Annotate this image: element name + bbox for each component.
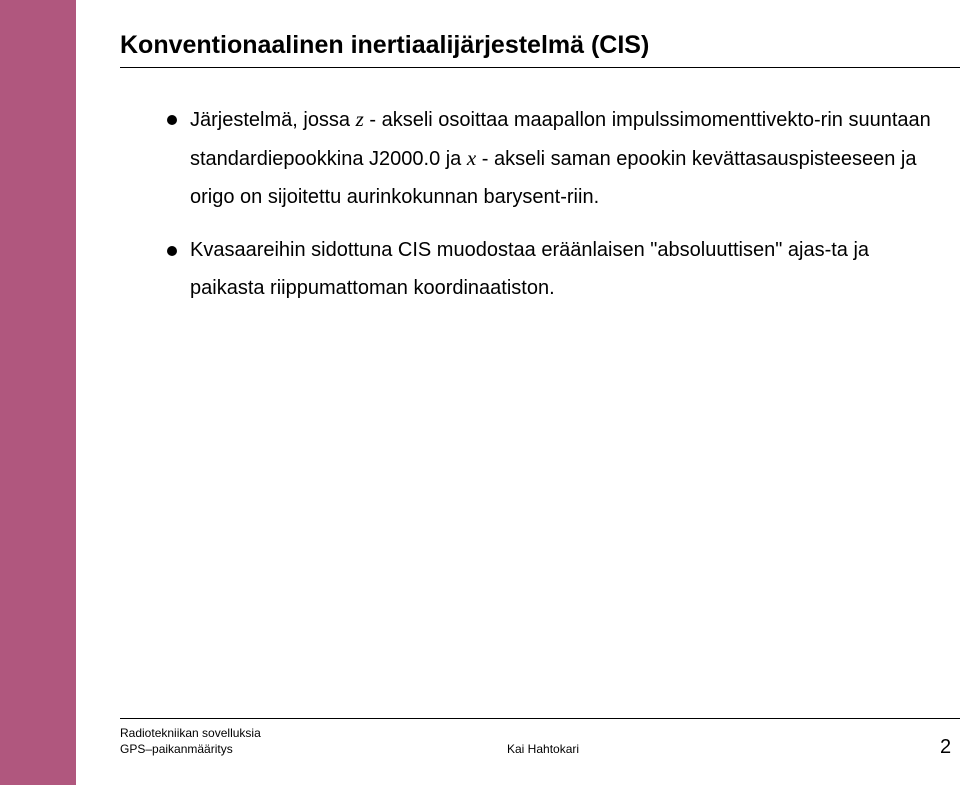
bullet-1-text-b: - akseli osoittaa maapallon impulssimomenttivekto-rin suuntaan standardiepookkina J2000.0 ja — [190, 109, 931, 170]
footer-subject: GPS–paikanmääritys — [120, 742, 233, 756]
footer-course: Radiotekniikan sovelluksia — [120, 726, 261, 740]
sidebar-band — [0, 0, 76, 785]
bullet-1-text-a: Järjestelmä, jossa — [190, 109, 356, 131]
bullet-dot-icon — [167, 246, 177, 256]
bullet-item-2 — [120, 231, 960, 307]
footer-rule — [120, 718, 960, 719]
page-number: 2 — [940, 736, 952, 758]
bullet-1-math-x: x — [466, 146, 477, 170]
bullet-2-text: Kvasaareihin sidottuna CIS muodostaa eräänlaisen "absoluuttisen" ajas-ta ja paikasta riippumattoman koordinaatiston. — [190, 239, 870, 299]
bullet-1-math-z: z — [355, 107, 364, 131]
slide-title: Konventionaalinen inertiaalijärjestelmä (CIS) — [120, 31, 650, 59]
bullet-dot-icon — [167, 115, 177, 125]
bullet-list — [120, 100, 960, 322]
bullet-item-1 — [120, 100, 960, 216]
title-rule — [120, 67, 960, 68]
footer-author: Kai Hahtokari — [507, 742, 580, 756]
bullet-1-text-c: - akseli saman epookin kevättasauspisteeseen ja origo on sijoitettu aurinkokunnan barysent-riin. — [190, 148, 917, 208]
